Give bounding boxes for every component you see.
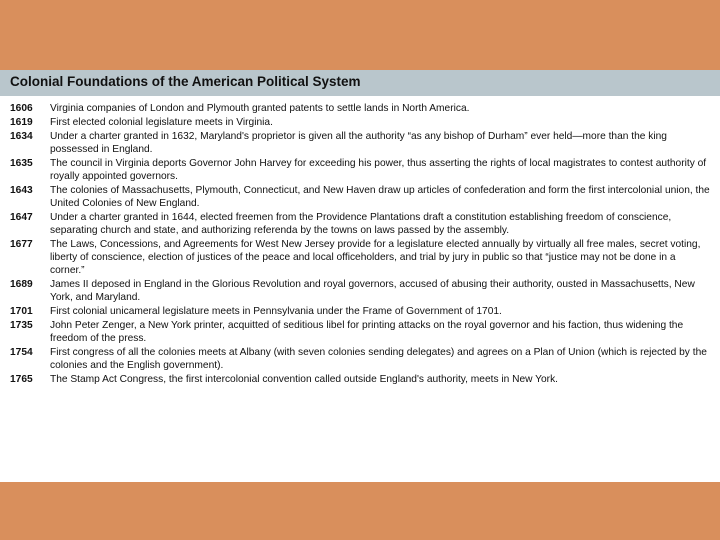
- timeline-row: [10, 373, 712, 386]
- timeline-year: 1765: [10, 373, 33, 385]
- timeline-row: [10, 184, 712, 210]
- timeline-year: 1606: [10, 103, 33, 114]
- timeline-row: [10, 346, 712, 372]
- table-title-bar: [0, 70, 720, 96]
- timeline-row: [10, 278, 712, 304]
- timeline-event: The council in Virginia deports Governor John Harvey for exceeding his power, thus asserting the rights of local magistrates to contest authority of royally appointed governors.: [50, 157, 707, 182]
- timeline-event: First colonial unicameral legislature meets in Pennsylvania under the Frame of Government of 1701.: [50, 305, 502, 317]
- timeline-year: 1677: [10, 238, 33, 250]
- timeline-row: [10, 102, 712, 115]
- timeline-row: [10, 305, 712, 318]
- timeline-row: [10, 319, 712, 345]
- timeline-row: [10, 157, 712, 183]
- timeline-table: [0, 70, 720, 482]
- timeline-year: 1701: [10, 305, 33, 317]
- timeline-event: First congress of all the colonies meets at Albany (with seven colonies sending delegates) and agrees on a Plan of Union (which is rejected by the colonies and the English government).: [50, 346, 707, 371]
- timeline-event: The Stamp Act Congress, the first intercolonial convention called outside England's authority, meets in New York.: [50, 373, 559, 385]
- timeline-year: 1619: [10, 116, 33, 128]
- timeline-event: First elected colonial legislature meets in Virginia.: [50, 116, 273, 128]
- timeline-row: [10, 130, 712, 156]
- timeline-row: [10, 116, 712, 129]
- timeline-event: Virginia companies of London and Plymouth granted patents to settle lands in North America.: [50, 103, 470, 114]
- timeline-row: [10, 211, 712, 237]
- timeline-year: 1643: [10, 184, 33, 196]
- timeline-event: James II deposed in England in the Glorious Revolution and royal governors, accused of abusing their authority, ousted in Massachusetts, New York, and Maryland.: [50, 278, 695, 303]
- timeline-year: 1635: [10, 157, 33, 169]
- timeline-rows: [10, 102, 712, 386]
- timeline-year: 1634: [10, 130, 33, 142]
- timeline-year: 1647: [10, 211, 33, 223]
- timeline-year: 1735: [10, 319, 33, 331]
- timeline-event: The Laws, Concessions, and Agreements for West New Jersey provide for a legislature elected annually by virtually all free males, secret voting, liberty of conscience, election of justices of the peace and local officeholders, and trial by jury in public so that “justice may not be done in a corner.”: [50, 238, 701, 276]
- timeline-event: The colonies of Massachusetts, Plymouth, Connecticut, and New Haven draw up articles of confederation and form the first intercolonial union, the United Colonies of New England.: [50, 184, 710, 209]
- timeline-year: 1754: [10, 346, 33, 358]
- timeline-event: John Peter Zenger, a New York printer, acquitted of seditious libel for printing attacks on the royal governor and his faction, thus widening the freedom of the press.: [50, 319, 684, 344]
- timeline-event: Under a charter granted in 1632, Maryland's proprietor is given all the authority “as any bishop of Durham” ever held—more than the king possessed in England.: [50, 130, 667, 155]
- timeline-row: [10, 238, 712, 278]
- table-title: Colonial Foundations of the American Political System: [10, 74, 361, 89]
- timeline-event: Under a charter granted in 1644, elected freemen from the Providence Plantations draft a constitution establishing freedom of conscience, separating church and state, and authorizing referenda by the towns on laws passed by the assembly.: [50, 211, 672, 236]
- timeline-year: 1689: [10, 278, 33, 290]
